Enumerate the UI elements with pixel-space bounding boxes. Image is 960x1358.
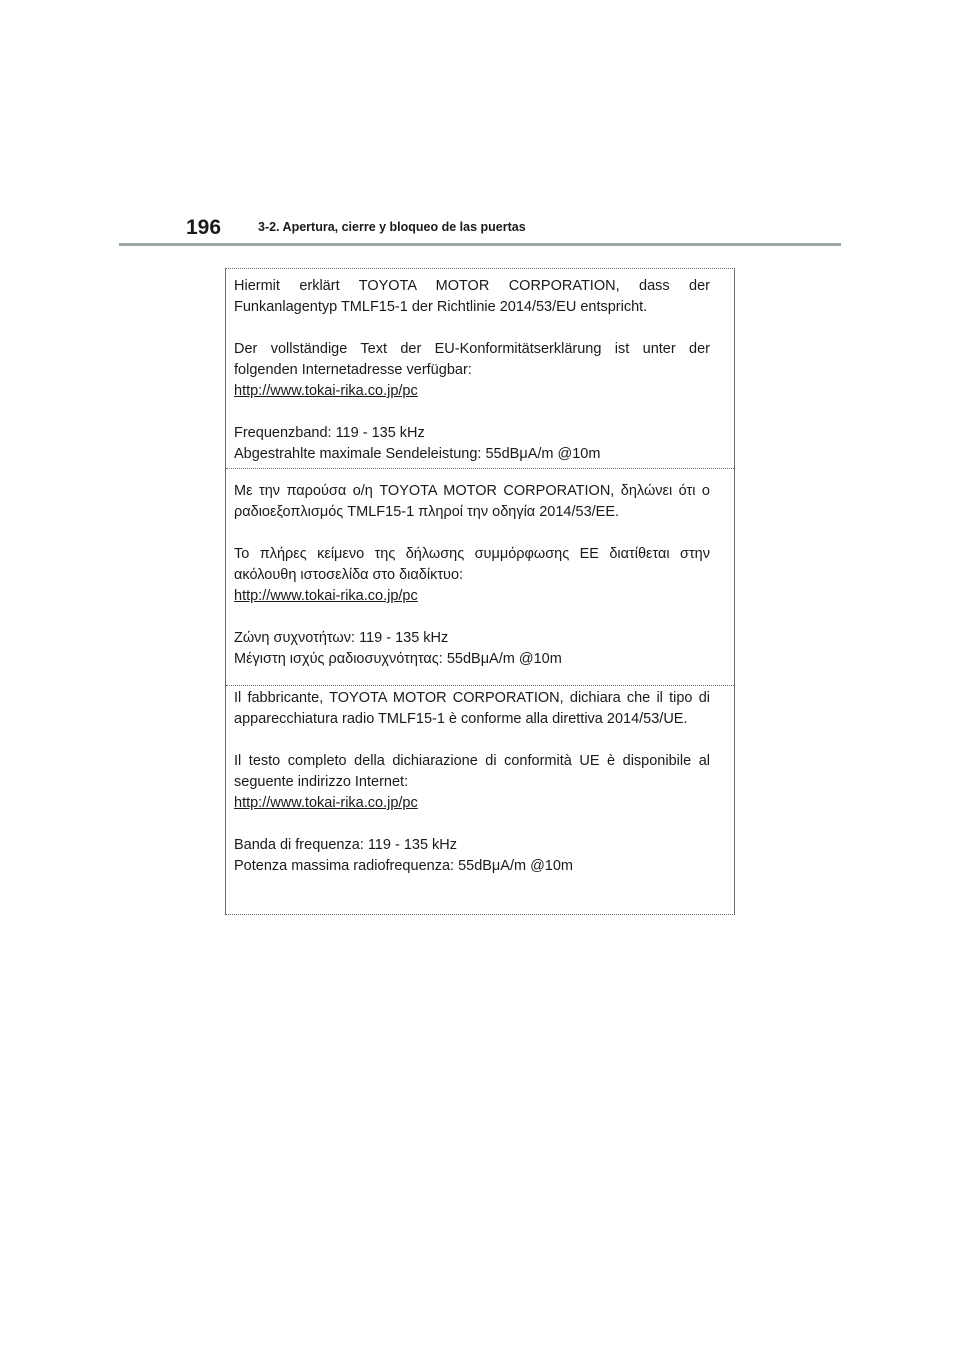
section-italian [226, 688, 734, 877]
section-german [226, 276, 734, 465]
declaration-link[interactable]: http://www.tokai-rika.co.jp/pc [234, 383, 418, 399]
power-text: Μέγιστη ισχύς ραδιοσυχνότητας: 55dBμA/m @10m [234, 651, 562, 667]
declaration-text: Με την παρούσα ο/η TOYOTA MOTOR CORPORATION, δηλώνει ότι ο ραδιοεξοπλισμός TMLF15-1 πληροί την οδηγία 2014/53/ΕΕ. [234, 483, 710, 520]
power-text: Abgestrahlte maximale Sendeleistung: 55dBμA/m @10m [234, 446, 601, 462]
declaration-text: Hiermit erklärt TOYOTA MOTOR CORPORATION, dass der Funkanlagentyp TMLF15-1 der Richtlinie 2014/53/EU entspricht. [234, 278, 710, 315]
declaration-link[interactable]: http://www.tokai-rika.co.jp/pc [234, 588, 418, 604]
page-number: 196 [186, 216, 222, 239]
frequency-text: Banda di frequenza: 119 - 135 kHz [234, 837, 458, 853]
section-greek [226, 481, 734, 670]
header-rule [119, 243, 841, 246]
section-divider [226, 685, 734, 686]
frequency-text: Ζώνη συχνοτήτων: 119 - 135 kHz [234, 630, 449, 646]
section-title: 3-2. Apertura, cierre y bloqueo de las puertas [258, 220, 526, 234]
section-divider [226, 468, 734, 469]
availability-text: Το πλήρες κείμενο της δήλωσης συμμόρφωσης ΕΕ διατίθεται στην ακόλουθη ιστοσελίδα στο διαδίκτυο: [234, 546, 710, 583]
declaration-text: Il fabbricante, TOYOTA MOTOR CORPORATION, dichiara che il tipo di apparecchiatura radio TMLF15-1 è conforme alla direttiva 2014/53/UE. [234, 690, 710, 727]
declaration-link[interactable]: http://www.tokai-rika.co.jp/pc [234, 795, 418, 811]
power-text: Potenza massima radiofrequenza: 55dBμA/m @10m [234, 858, 574, 874]
availability-text: Il testo completo della dichiarazione di conformità UE è disponibile al seguente indirizzo Internet: [234, 753, 710, 790]
declaration-box [225, 268, 735, 915]
frequency-text: Frequenzband: 119 - 135 kHz [234, 425, 425, 441]
availability-text: Der vollständige Text der EU-Konformitätserklärung ist unter der folgenden Internetadresse verfügbar: [234, 341, 710, 378]
